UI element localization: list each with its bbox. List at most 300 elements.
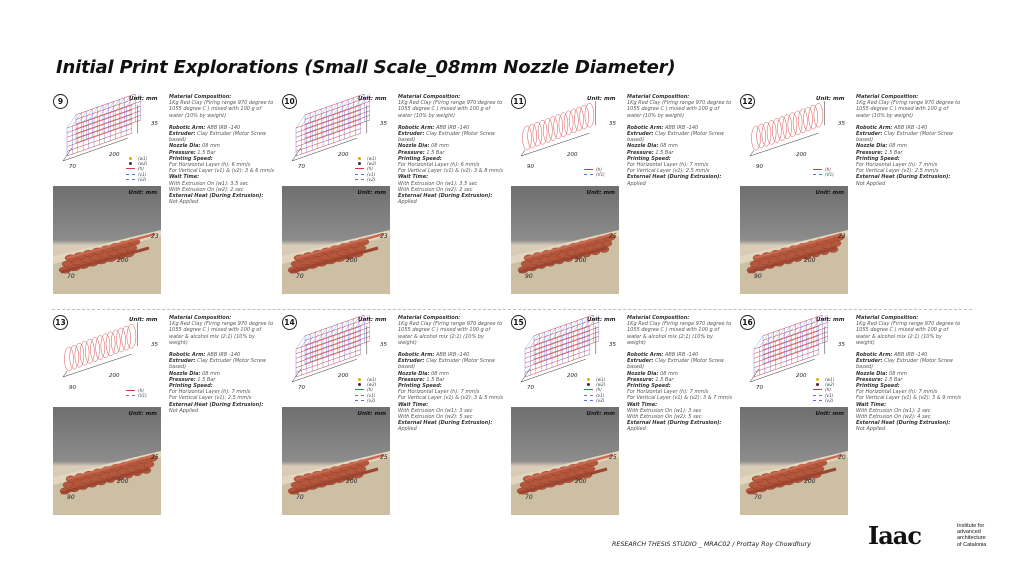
legend-label: (v2) — [367, 397, 376, 403]
row-divider — [52, 309, 972, 310]
legend-row — [813, 172, 834, 177]
dim-length: 200 — [338, 152, 349, 158]
legend-swatch — [584, 169, 593, 170]
spec-key: Extruder: — [169, 131, 196, 138]
dim-height: 35 — [609, 342, 616, 348]
spec-wait-2: With Extrusion On (w2): 2 sec — [169, 186, 244, 193]
spec-heading: Material Composition: — [856, 315, 919, 321]
spec-material: 1Kg Red Clay (Firing range 970 degree to 1055 degree C ) mixed with 100 g of water & alcohol mix (2:1) (10% by weight) — [627, 321, 732, 346]
legend-swatch — [355, 179, 364, 180]
legend-label: (w1) — [596, 377, 606, 383]
spec-heading: Wait Time: — [398, 401, 429, 408]
spec-key: Extruder: — [627, 358, 654, 365]
logo-text-line: advanced — [957, 529, 981, 536]
spec-heat: Not Applied — [856, 180, 886, 187]
legend-label: (V1) — [138, 393, 147, 399]
spec-extruder — [169, 358, 275, 370]
legend-label: (h) — [367, 166, 373, 172]
legend-label: (V1) — [825, 172, 834, 178]
dim-width: 90 — [756, 164, 763, 170]
print-specs — [169, 94, 275, 205]
print-photo-image — [740, 407, 848, 515]
dim-length: 200 — [338, 373, 349, 379]
print-photo-image — [282, 407, 390, 515]
spec-value: 1.5 Bar — [655, 376, 674, 383]
spec-heading: Material Composition: — [627, 94, 690, 100]
diagram-legend — [355, 156, 376, 182]
print-specs — [627, 94, 733, 187]
spec-value: 08 mm — [660, 143, 678, 150]
spec-value: 08 mm — [202, 143, 220, 150]
unit-label: Unit: mm — [816, 317, 845, 323]
legend-row — [813, 398, 834, 403]
spec-value: 08 mm — [889, 143, 907, 150]
spec-heading: Material Composition: — [627, 315, 690, 321]
spec-material: 1Kg Red Clay (Firing range 970 degree to 1055 degree C ) mixed with 100 g of water & alcohol mix (2:1) (10% by weight) — [398, 321, 503, 346]
spec-key: Pressure: — [856, 149, 883, 156]
legend-label: (w1) — [825, 377, 835, 383]
photo-dim-width: 70 — [525, 494, 533, 501]
photo-dim-width: 70 — [296, 273, 304, 280]
legend-label: (v2) — [825, 397, 834, 403]
spec-heat: Not Applied — [856, 426, 886, 433]
spec-value: ABB IRB -140 — [665, 352, 699, 359]
dim-length: 200 — [109, 152, 120, 158]
unit-label: Unit: mm — [129, 317, 158, 323]
legend-label: (w1) — [367, 377, 377, 383]
legend-dot — [816, 383, 819, 386]
spec-value: 1.5 Bar — [197, 376, 216, 383]
print-specs — [856, 315, 962, 433]
spec-value: Clay Extruder (Motor Screw based) — [169, 358, 266, 371]
legend-label: (v2) — [138, 176, 147, 182]
dim-height: 35 — [380, 342, 387, 348]
legend-dot — [129, 162, 132, 165]
print-number: 16 — [740, 315, 755, 330]
spec-extruder — [627, 358, 733, 370]
spec-value: 1.5 Bar — [426, 376, 445, 383]
legend-swatch — [584, 400, 593, 401]
spec-heading: External Heat (During Extrusion): — [398, 420, 493, 427]
spec-extruder — [856, 131, 962, 143]
photo-unit-label: Unit: mm — [357, 411, 386, 417]
spec-key: Nozzle Dia: — [398, 143, 430, 150]
photo-dim-length: 200 — [575, 478, 587, 485]
photo-dim-width: 70 — [296, 494, 304, 501]
legend-dot — [587, 383, 590, 386]
spec-value: Clay Extruder (Motor Screw based) — [627, 131, 724, 144]
spec-key: Robotic Arm: — [398, 124, 435, 131]
legend-row — [126, 177, 147, 182]
spec-speed-horizontal: For Horizontal Layer (h): 7 mm/s — [398, 389, 480, 396]
print-photo — [740, 186, 848, 294]
spec-heading: Printing Speed: — [627, 383, 671, 390]
print-number: 15 — [511, 315, 526, 330]
legend-label: (v1) — [596, 392, 605, 398]
dim-width: 70 — [527, 385, 534, 391]
spec-key: Nozzle Dia: — [169, 143, 201, 150]
spec-heading: Material Composition: — [856, 94, 919, 100]
diagram-legend — [355, 377, 376, 403]
spec-key: Pressure: — [398, 149, 425, 156]
dim-width: 70 — [69, 164, 76, 170]
photo-dim-height: 25 — [609, 454, 617, 461]
spec-key: Robotic Arm: — [169, 352, 206, 359]
page-title: Initial Print Explorations (Small Scale_08mm Nozzle Diameter) — [56, 57, 676, 78]
spec-heading: External Heat (During Extrusion): — [398, 193, 493, 200]
diagram-legend — [813, 377, 834, 403]
print-card-9 — [53, 94, 275, 309]
spec-value: 1.5 Bar — [197, 149, 216, 156]
legend-swatch — [355, 389, 364, 390]
print-number: 12 — [740, 94, 755, 109]
print-number: 13 — [53, 315, 68, 330]
spec-value: ABB IRB -140 — [894, 124, 928, 131]
photo-dim-width: 70 — [67, 273, 75, 280]
unit-label: Unit: mm — [358, 317, 387, 323]
print-photo — [53, 407, 161, 515]
spec-speed-vertical: For Vertical Layer (v1) & (v2): 3 & 9 mm/s — [856, 395, 962, 402]
legend-label: (h) — [596, 387, 602, 393]
photo-dim-height: 25 — [151, 454, 159, 461]
legend-label: (h) — [138, 166, 144, 172]
spec-heading: Printing Speed: — [398, 155, 442, 162]
spec-key: Pressure: — [627, 376, 654, 383]
spec-key: Robotic Arm: — [856, 124, 893, 131]
photo-dim-height: 25 — [609, 233, 617, 240]
spec-key: Extruder: — [169, 358, 196, 365]
spec-wait-1: With Extrusion On (w1): 3 sec — [398, 407, 473, 414]
diagram-legend — [584, 167, 605, 177]
spec-value: 08 mm — [431, 143, 449, 150]
photo-unit-label: Unit: mm — [357, 190, 386, 196]
spec-heading: Material Composition: — [398, 315, 461, 321]
spec-heading: Printing Speed: — [169, 383, 213, 390]
legend-swatch — [813, 174, 822, 175]
spec-value: Clay Extruder (Motor Screw based) — [398, 358, 495, 371]
spec-key: Extruder: — [856, 358, 883, 365]
photo-dim-length: 200 — [117, 257, 129, 264]
logo-text — [957, 523, 986, 548]
spec-material: 1Kg Red Clay (Firing range 970 degree to 1055 degree C ) mixed with 100 g of water (10% by weight) — [169, 100, 274, 119]
dim-height: 35 — [838, 342, 845, 348]
legend-row — [355, 398, 376, 403]
print-card-10 — [282, 94, 504, 309]
spec-speed-horizontal: For Horizontal Layer (h): 6 mm/s — [169, 162, 251, 169]
diagram-legend — [126, 156, 147, 182]
dim-length: 200 — [109, 373, 120, 379]
spec-heading: Wait Time: — [169, 174, 200, 181]
spec-wait-1: With Extrusion On (w1): 3 sec — [627, 407, 702, 414]
spec-wait-2: With Extrusion On (w2): 2 sec — [398, 186, 473, 193]
spec-value: Clay Extruder (Motor Screw based) — [627, 358, 724, 371]
legend-swatch — [355, 174, 364, 175]
spec-speed-horizontal: For Horizontal Layer (h): 6 mm/s — [398, 162, 480, 169]
spec-heading: External Heat (During Extrusion): — [856, 174, 951, 181]
spec-material: 1Kg Red Clay (Firing range 970 degree to 1055 degree C ) mixed with 100 g of water & alcohol mix (2:1) (10% by weight) — [169, 321, 274, 346]
legend-label: (w2) — [138, 161, 148, 167]
iaac-logo — [868, 521, 987, 551]
photo-unit-label: Unit: mm — [586, 190, 615, 196]
legend-label: (h) — [825, 387, 831, 393]
print-photo — [740, 407, 848, 515]
print-specs — [398, 94, 504, 205]
legend-label: (h) — [138, 388, 144, 394]
dim-height: 35 — [151, 342, 158, 348]
spec-wait-1: With Extrusion On (w1): 2 sec — [856, 407, 931, 414]
print-card-15 — [511, 315, 733, 530]
spec-heading: External Heat (During Extrusion): — [169, 401, 264, 408]
legend-row — [584, 172, 605, 177]
spec-value: Clay Extruder (Motor Screw based) — [856, 131, 953, 144]
spec-value: 08 mm — [202, 370, 220, 377]
spec-key: Extruder: — [627, 131, 654, 138]
diagram-legend — [584, 377, 605, 403]
spec-speed-vertical: For Vertical Layer (v1): 2.5 mm/s — [627, 168, 710, 175]
print-photo — [282, 407, 390, 515]
spec-speed-vertical: For Vertical Layer (v1) & (v2): 3 & 8 mm/s — [398, 168, 504, 175]
photo-unit-label: Unit: mm — [128, 190, 157, 196]
print-photo — [511, 407, 619, 515]
legend-swatch — [813, 400, 822, 401]
spec-speed-horizontal: For Horizontal Layer (h): 7 mm/s — [627, 389, 709, 396]
unit-label: Unit: mm — [587, 317, 616, 323]
unit-label: Unit: mm — [816, 96, 845, 102]
spec-key: Extruder: — [856, 131, 883, 138]
print-photo — [53, 186, 161, 294]
spec-wait-2: With Extrusion On (w2): 5 sec — [398, 414, 473, 421]
legend-label: (V1) — [596, 172, 605, 178]
print-photo — [511, 186, 619, 294]
spec-value: ABB IRB -140 — [436, 124, 470, 131]
photo-dim-width: 70 — [754, 494, 762, 501]
spec-heat: Applied — [627, 426, 646, 433]
legend-dot — [816, 378, 819, 381]
spec-key: Robotic Arm: — [856, 352, 893, 359]
legend-swatch — [355, 395, 364, 396]
photo-dim-width: 90 — [67, 494, 75, 501]
spec-speed-horizontal: For Horizontal Layer (h): 7 mm/s — [856, 389, 938, 396]
photo-dim-height: 23 — [380, 233, 388, 240]
spec-value: 1.5 Bar — [884, 376, 903, 383]
photo-dim-length: 200 — [117, 478, 129, 485]
spec-key: Robotic Arm: — [627, 352, 664, 359]
print-photo-image — [53, 407, 161, 515]
spec-heat: Applied — [398, 426, 417, 433]
print-specs — [627, 315, 733, 433]
spec-wait-2: With Extrusion On (w2): 5 sec — [627, 414, 702, 421]
spec-key: Pressure: — [169, 149, 196, 156]
legend-swatch — [813, 169, 822, 170]
legend-swatch — [126, 395, 135, 396]
legend-label: (w2) — [825, 382, 835, 388]
spec-value: ABB IRB -140 — [894, 352, 928, 359]
spec-value: Clay Extruder (Motor Screw based) — [398, 131, 495, 144]
legend-label: (v1) — [138, 171, 147, 177]
spec-heading: Printing Speed: — [856, 383, 900, 390]
spec-heading: Printing Speed: — [856, 155, 900, 162]
spec-material: 1Kg Red Clay (Firing range 970 degree to 1055 degree C ) mixed with 100 g of water (10% by weight) — [627, 100, 732, 119]
spec-speed-horizontal: For Horizontal Layer (h): 7 mm/s — [627, 162, 709, 169]
dim-height: 35 — [380, 121, 387, 127]
legend-swatch — [126, 179, 135, 180]
photo-dim-width: 90 — [754, 273, 762, 280]
spec-material: 1Kg Red Clay (Firing range 970 degree to 1055 degree C ) mixed with 100 g of water (10% by weight) — [398, 100, 503, 119]
legend-swatch — [584, 174, 593, 175]
photo-unit-label: Unit: mm — [128, 411, 157, 417]
print-card-16 — [740, 315, 962, 530]
photo-dim-length: 200 — [575, 257, 587, 264]
spec-heat: Not Applied — [169, 407, 199, 414]
dim-length: 200 — [796, 152, 807, 158]
spec-material: 1Kg Red Clay (Firing range 970 degree to 1055 degree C ) mixed with 100 g of water & alcohol mix (2:1) (10% by weight) — [856, 321, 961, 346]
spec-heading: Material Composition: — [398, 94, 461, 100]
photo-dim-width: 90 — [525, 273, 533, 280]
logo-text-line: architecture — [957, 535, 986, 542]
spec-heat: Not Applied — [169, 199, 199, 206]
print-card-14 — [282, 315, 504, 530]
spec-speed-horizontal: For Horizontal Layer (h): 7 mm/s — [856, 162, 938, 169]
unit-label: Unit: mm — [358, 96, 387, 102]
print-number: 9 — [53, 94, 68, 109]
dim-width: 70 — [756, 385, 763, 391]
spec-speed-vertical: For Vertical Layer (v1) & (v2): 3 & 6 mm/s — [169, 168, 275, 175]
legend-swatch — [355, 400, 364, 401]
photo-dim-height: 23 — [151, 233, 159, 240]
spec-key: Extruder: — [398, 131, 425, 138]
spec-wait-1: With Extrusion On (w1): 3.5 sec — [398, 180, 478, 187]
dim-width: 70 — [298, 385, 305, 391]
dim-width: 90 — [69, 385, 76, 391]
logo-text-line: of Catalonia — [957, 541, 987, 548]
spec-key: Pressure: — [856, 376, 883, 383]
spec-key: Pressure: — [169, 376, 196, 383]
photo-dim-length: 200 — [804, 478, 816, 485]
spec-value: 1.5 Bar — [655, 149, 674, 156]
photo-unit-label: Unit: mm — [586, 411, 615, 417]
spec-key: Nozzle Dia: — [169, 370, 201, 377]
spec-heading: Material Composition: — [169, 94, 232, 100]
print-photo-image — [282, 186, 390, 294]
legend-label: (h) — [367, 387, 373, 393]
photo-dim-height: 20 — [838, 454, 846, 461]
print-photo-image — [740, 186, 848, 294]
spec-extruder — [398, 131, 504, 143]
spec-heading: Printing Speed: — [169, 155, 213, 162]
spec-extruder — [856, 358, 962, 370]
spec-value: ABB IRB -140 — [436, 352, 470, 359]
print-specs — [169, 315, 275, 414]
spec-extruder — [627, 131, 733, 143]
print-photo-image — [511, 407, 619, 515]
print-specs — [398, 315, 504, 433]
spec-value: ABB IRB -140 — [665, 124, 699, 131]
unit-label: Unit: mm — [587, 96, 616, 102]
spec-speed-horizontal: For Horizontal Layer (h): 7 mm/s — [169, 389, 251, 396]
spec-extruder — [398, 358, 504, 370]
legend-label: (w1) — [138, 156, 148, 162]
legend-label: (h) — [825, 167, 831, 173]
print-card-11 — [511, 94, 733, 309]
photo-dim-length: 200 — [346, 478, 358, 485]
dim-height: 35 — [151, 121, 158, 127]
print-card-13 — [53, 315, 275, 530]
legend-label: (v1) — [367, 171, 376, 177]
legend-label: (w1) — [367, 156, 377, 162]
legend-swatch — [813, 395, 822, 396]
spec-key: Nozzle Dia: — [627, 143, 659, 150]
legend-row — [355, 177, 376, 182]
legend-swatch — [126, 174, 135, 175]
legend-label: (v1) — [825, 392, 834, 398]
spec-key: Nozzle Dia: — [856, 143, 888, 150]
print-number: 11 — [511, 94, 526, 109]
spec-key: Robotic Arm: — [169, 124, 206, 131]
photo-dim-length: 200 — [346, 257, 358, 264]
photo-dim-height: 25 — [380, 454, 388, 461]
spec-key: Pressure: — [398, 376, 425, 383]
legend-label: (w2) — [596, 382, 606, 388]
logo-text-line: Institute for — [957, 523, 985, 529]
spec-speed-vertical: For Vertical Layer (v1) & (v2): 3 & 5 mm/s — [398, 395, 504, 402]
spec-value: 08 mm — [431, 370, 449, 377]
spec-heading: Material Composition: — [169, 315, 232, 321]
legend-label: (v2) — [596, 397, 605, 403]
spec-key: Robotic Arm: — [398, 352, 435, 359]
legend-swatch — [584, 389, 593, 390]
spec-extruder — [169, 131, 275, 143]
spec-value: Clay Extruder (Motor Screw based) — [169, 131, 266, 144]
logo-mark: Iaac — [868, 521, 921, 550]
spec-key: Pressure: — [627, 149, 654, 156]
legend-dot — [358, 162, 361, 165]
photo-unit-label: Unit: mm — [815, 190, 844, 196]
spec-heading: Printing Speed: — [627, 155, 671, 162]
legend-dot — [129, 157, 132, 160]
spec-speed-vertical: For Vertical Layer (v1): 2.5 mm/s — [856, 168, 939, 175]
legend-swatch — [355, 168, 364, 169]
legend-dot — [587, 378, 590, 381]
photo-unit-label: Unit: mm — [815, 411, 844, 417]
legend-dot — [358, 378, 361, 381]
legend-row — [126, 393, 147, 398]
spec-heading: External Heat (During Extrusion): — [856, 420, 951, 427]
spec-heading: External Heat (During Extrusion): — [627, 420, 722, 427]
print-card-12 — [740, 94, 962, 309]
print-photo-image — [511, 186, 619, 294]
spec-heading: External Heat (During Extrusion): — [627, 174, 722, 181]
legend-swatch — [813, 389, 822, 390]
spec-value: 08 mm — [889, 370, 907, 377]
spec-key: Nozzle Dia: — [627, 370, 659, 377]
spec-key: Extruder: — [398, 358, 425, 365]
dim-height: 35 — [609, 121, 616, 127]
legend-label: (h) — [596, 167, 602, 173]
photo-dim-height: 23 — [838, 233, 846, 240]
dim-width: 70 — [298, 164, 305, 170]
spec-key: Nozzle Dia: — [856, 370, 888, 377]
dim-length: 200 — [796, 373, 807, 379]
print-photo-image — [53, 186, 161, 294]
spec-value: ABB IRB -140 — [207, 352, 241, 359]
spec-heading: Wait Time: — [398, 174, 429, 181]
dim-width: 90 — [527, 164, 534, 170]
legend-label: (w2) — [367, 382, 377, 388]
spec-value: 1.5 Bar — [884, 149, 903, 156]
legend-dot — [358, 383, 361, 386]
dim-height: 35 — [838, 121, 845, 127]
spec-heat: Applied — [627, 180, 646, 187]
